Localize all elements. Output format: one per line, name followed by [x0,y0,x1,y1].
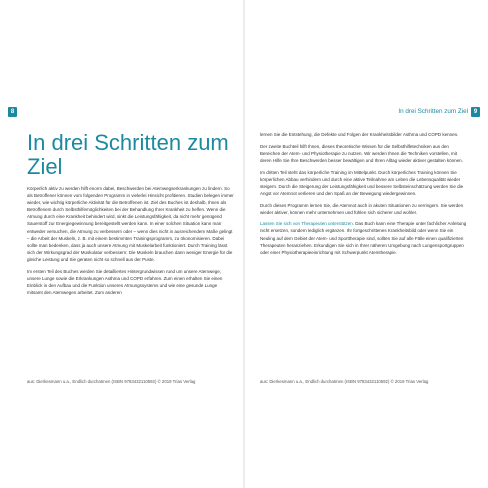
paragraph-text: Im dritten Teil steht das körperliche Training im Mittelpunkt. Durch körperliches Training können Sie körperlichen Abbau verhindern und durch eine aktive Teilnahme am Leben die Lebensqualität wieder steigern. Durch die Steigerung der Leistungsfähigkeit und bessere Selbsteinschätzung werden Sie die Angst vor Atemnot verlieren und den Spaß an der Bewegung wiedergewinnen. [260,169,464,196]
right-page [245,0,488,488]
paragraph-text: Durch dieses Programm lernen Sie, die Atemnot auch in akuten Situationen zu verringern. Sie werden wieder aktiver, können mehr unternehmen und fühlen sich sicherer und wohler. [260,202,464,215]
highlighted-lead: Lassen Sie sich von Therapeuten unterstützen. [260,221,354,227]
paragraph: Körperlich aktiv zu werden hilft enorm dabei, Beschwerden bei Atemwegserkrankungen zu lindern. So als Betroffener können vom folgenden Programm in vielerlei Hinsicht profitieren. Studien belegen immer wieder, wie wichtig körperliche Aktivität für die Betroffenen ist. Ziel des Buches ist deshalb, Ihnen als Betroffenem durch Selbsthilfemöglichkeiten bei der Behandlung Ihrer Krankheit zu helfen. Wenn die Atmung durch eine Krankheit behindert wird, sinkt die Leistungsfähigkeit, da nicht mehr genügend Sauerstoff zur Energiegewinnung bereitgestellt werden kann. In einer solchen Situation kann man entweder versuchen, die Atmung zu verbessern oder – wenn dies nicht in ausreichendem Maße gelingt – die Arbeit der Muskeln, z. B. mit einem bestimmten Trainingsprogramm, zu ökonomisieren. Dabei sollte man bedenken, dass ja auch unsere Atmung mit Muskelarbeit funktioniert. Durch Training lässt sich der Wirkungsgrad der Muskulatur verbessern: Die Muskeln brauchen dann weniger Energie für die gleiche Leistung und Sie geraten nicht so schnell aus der Puste. [27,186,234,262]
paragraph [260,169,467,197]
paragraph [260,143,467,164]
paragraph-text: lernen Sie die Entstehung, die Defekte und Folgen der Krankheitsbilder Asthma und COPD kennen. [260,132,459,137]
paragraph-text: Der zweite Buchteil hilft Ihnen, dieses theoretische Wissen für die Selbsthilfetechniken aus den Bereichen der Atem- und Physiotherapie zu nutzen. Wir werden Ihnen die Techniken vorstellen, mit deren Hilfe Sie Ihre Beschwerden besser bewältigen und Ihren Alltag wieder aktiver gestalten können. [260,143,463,163]
running-header [398,107,480,117]
right-body-text [260,131,467,260]
paragraph-text: Das Buch kann eine Therapie unter fachlicher Anleitung nicht ersetzen, sondern lediglich ergänzen. Ihr fortgeschrittenes Krankheitsbild oder wenn Sie ein Neuling auf dem Gebiet der Atem- und Sporttherapie sind, sollten Sie auf alle Fälle einen qualifizierten Therapeuten heranziehen. Erkundigen Sie sich in Ihrer näheren Umgebung nach Lungensportgruppen oder einer Physiotherapieeinrichtung mit Schwerpunkt Atemtherapie. [260,221,467,255]
running-header-title: In drei Schritten zum Ziel [398,108,468,115]
page-number-badge: 9 [471,107,480,117]
paragraph [260,202,467,216]
paragraph: Im ersten Teil des Buches werden Sie detailliertes Hintergrundwissen rund um unsere Atemwege, unsere Lunge sowie die Erkrankungen Asthma und COPD erfahren. Zum einen erhalten Sie einen Einblick in den Aufbau und die Funktion unseres Atmungssystems und wie eine gesunde Lunge mitsamt den Atemwegen arbeitet. Zum anderen [27,268,223,295]
page-number-badge: 8 [8,107,17,117]
page-footer: aus: Dierkesmann u.a., Endlich durchatmen (ISBN 9783432110592) © 2019 Trias Verlag [27,379,196,384]
paragraph [260,220,467,255]
left-body-text [27,185,234,301]
paragraph [260,131,467,138]
chapter-title: In drei Schritten zum Ziel [27,130,229,179]
left-page [0,0,243,488]
page-footer: aus: Dierkesmann u.a., Endlich durchatmen (ISBN 9783432110592) © 2019 Trias Verlag [260,379,429,384]
